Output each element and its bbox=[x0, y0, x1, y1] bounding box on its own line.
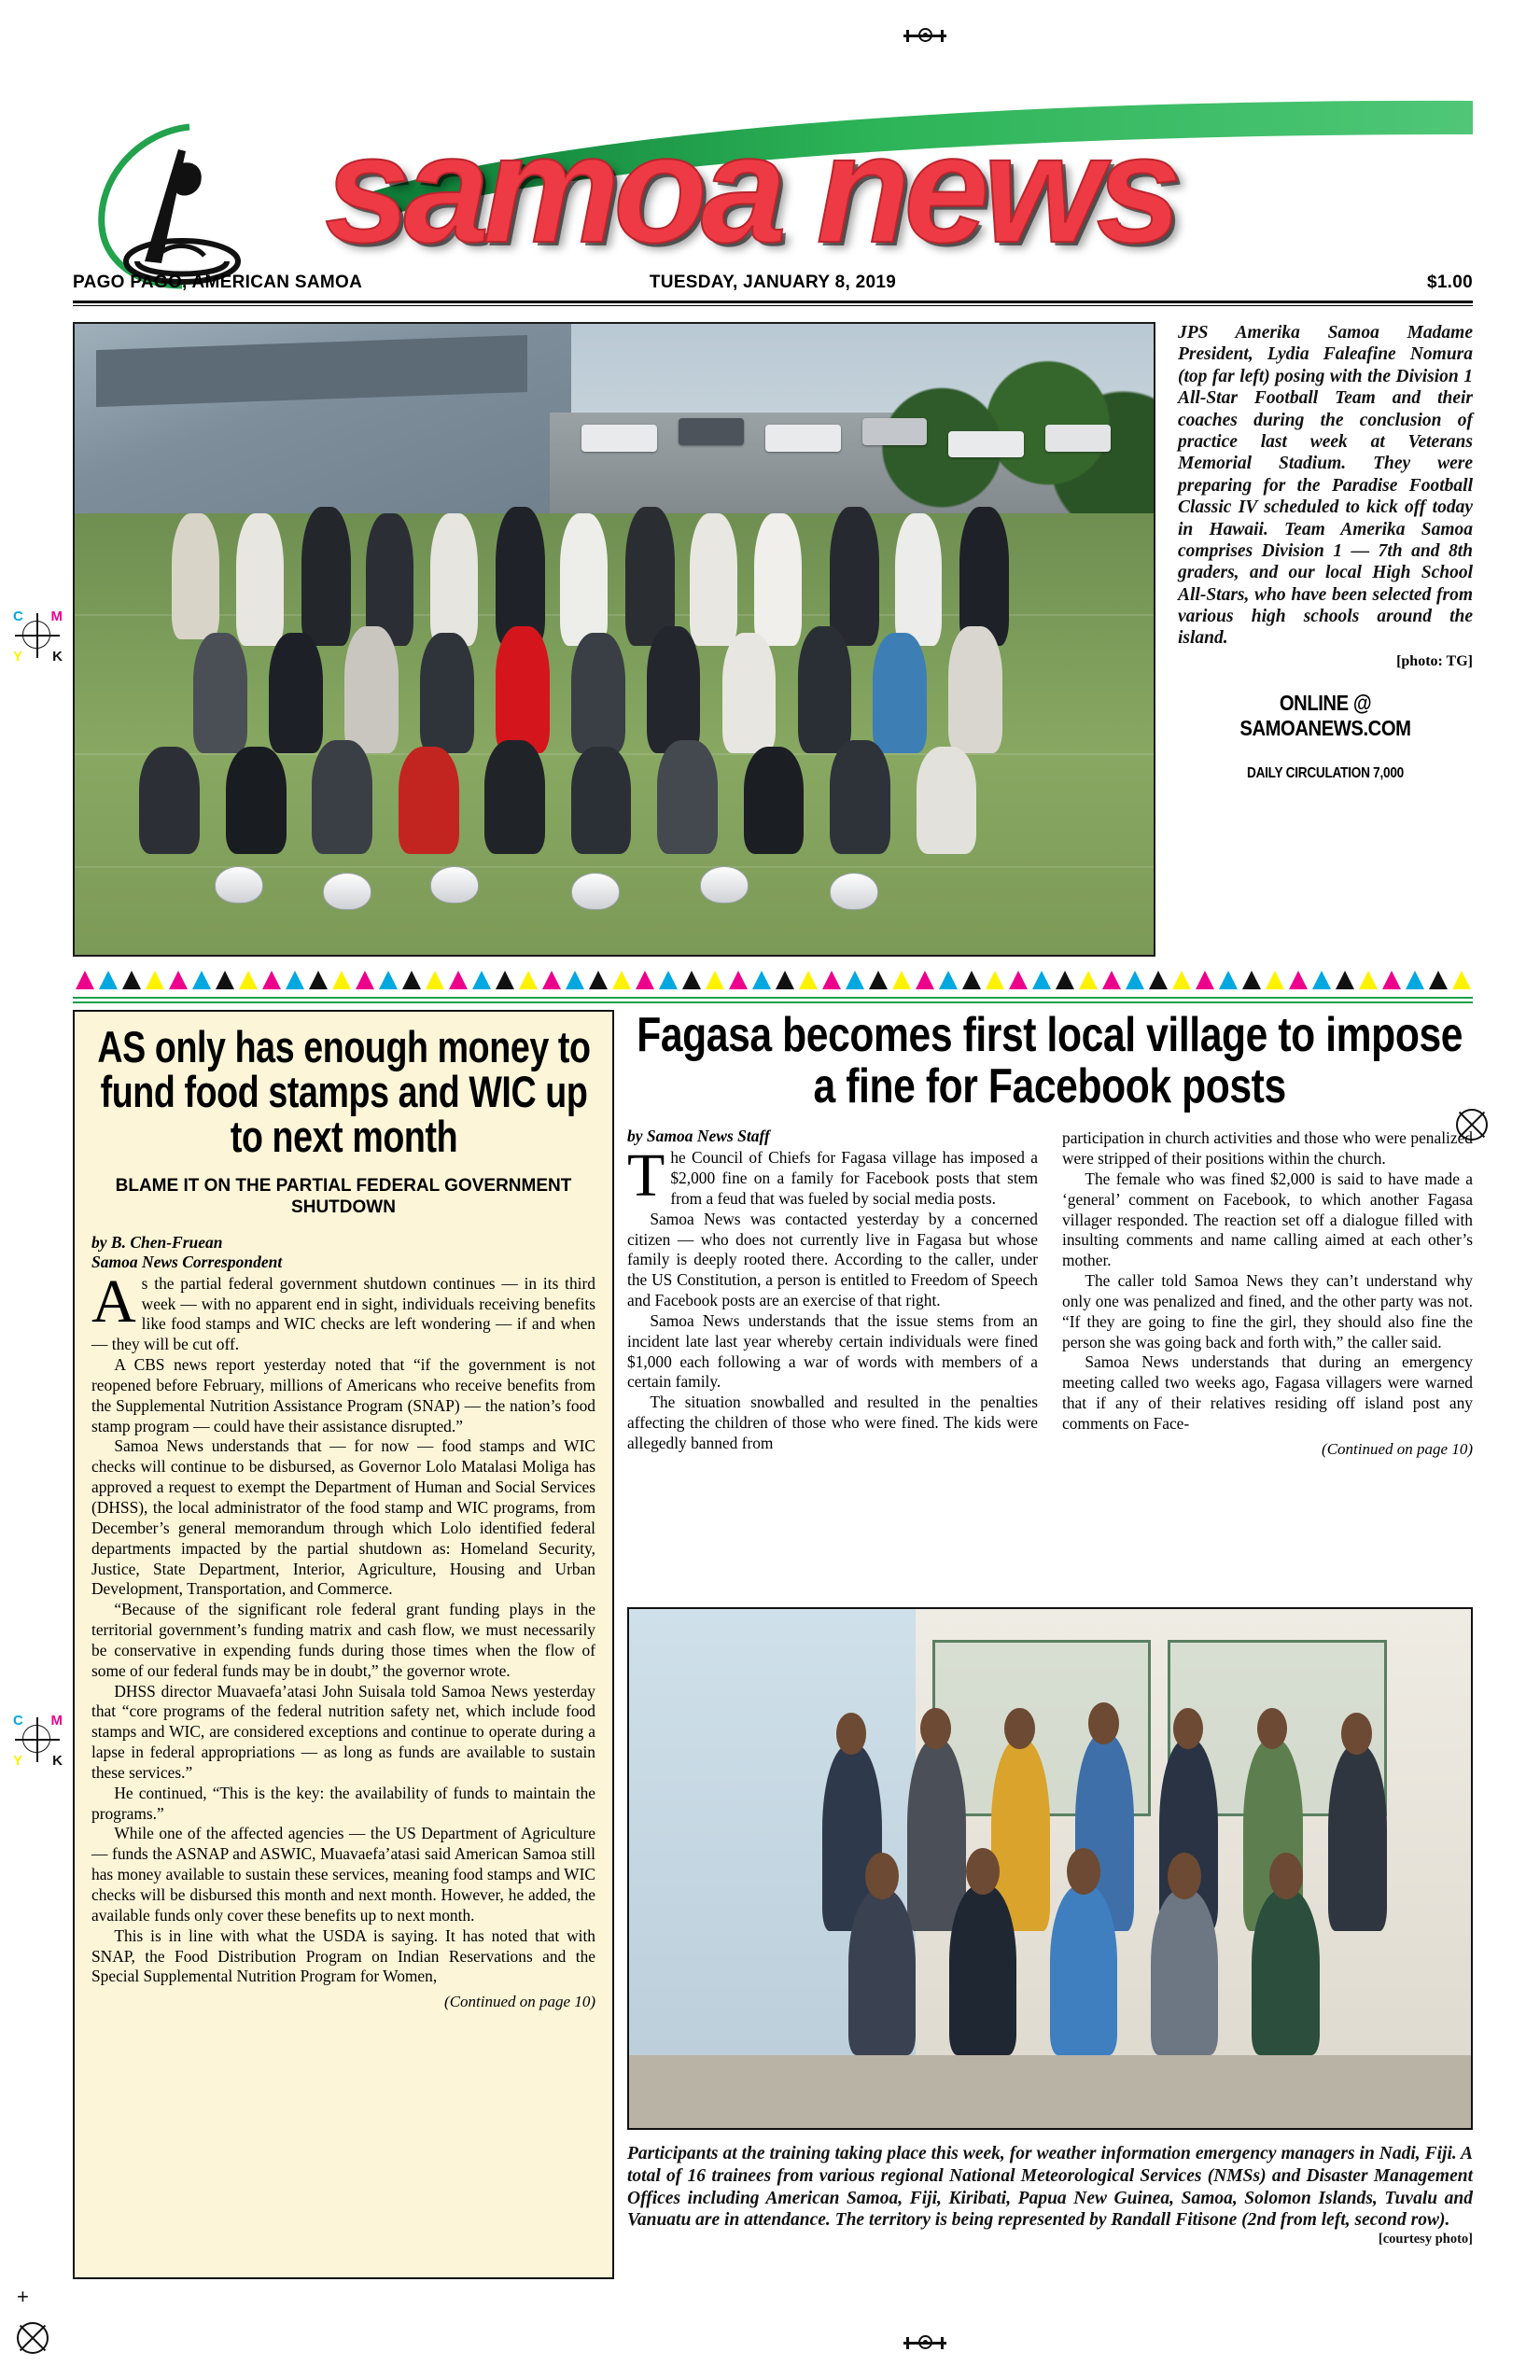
masthead bbox=[0, 56, 1540, 289]
left-story-headline: AS only has enough money to fund food stamps and WIC up to next month bbox=[96, 1022, 591, 1161]
right-story-continued: (Continued on page 10) bbox=[1322, 1439, 1473, 1458]
left-story-continued: (Continued on page 10) bbox=[444, 1993, 595, 2011]
masthead-title: samoa news bbox=[325, 103, 1176, 274]
color-bar-triangle bbox=[1006, 971, 1029, 989]
paragraph: The caller told Samoa News they can’t understand why only one was penalized and fined, and the other party was not. “If they are going to fine the girl, they should also fine the person she was going back and forth with,” the caller said. bbox=[1062, 1271, 1473, 1351]
color-bar-triangle bbox=[1309, 971, 1333, 989]
right-story bbox=[627, 1010, 1473, 1459]
reg-label-m-2: M bbox=[50, 1713, 63, 1729]
right-story-column-2 bbox=[1062, 1127, 1473, 1459]
masthead-wordmark bbox=[308, 93, 1475, 274]
online-url[interactable]: ONLINE @ SAMOANEWS.COM bbox=[1239, 690, 1411, 740]
right-story-headline: Fagasa becomes first local village to impose a fine for Facebook posts bbox=[637, 1008, 1463, 1113]
drop-cap: T bbox=[627, 1141, 665, 1211]
color-bar-triangle bbox=[1449, 971, 1473, 989]
color-bar-triangle bbox=[1169, 971, 1193, 989]
color-bar-triangle bbox=[889, 971, 913, 989]
color-bar-triangle bbox=[283, 971, 306, 989]
color-bar-triangle bbox=[376, 971, 399, 989]
reg-label-k-2: K bbox=[52, 1753, 63, 1769]
paragraph: A CBS news report yesterday noted that “if the government is not reopened before February, millions of Americans who receive benefits from the Supplemental Nutrition Assistance Program (SNAP) — the nation’s food stamp program — could have their assistance disrupted.” bbox=[91, 1355, 595, 1435]
left-story-byline-author: by B. Chen-Fruean bbox=[91, 1233, 223, 1253]
color-bar-triangle bbox=[819, 971, 843, 989]
color-bar-triangle bbox=[1216, 971, 1239, 989]
reg-label-c-2: C bbox=[13, 1713, 23, 1729]
registration-crossmark-bottom bbox=[903, 2333, 946, 2354]
color-bar-triangle bbox=[1356, 971, 1379, 989]
color-bar-triangle bbox=[1403, 971, 1426, 989]
color-bar-triangle bbox=[446, 971, 469, 989]
color-bar-triangle bbox=[796, 971, 819, 989]
color-bar-triangle bbox=[959, 971, 983, 989]
middle-photo-caption-text: Participants at the training taking place this week, for weather information emergency managers in Nadi, Fiji. A total of 16 trainees from various regional National Meteorological Services (NMSs) and Disaster Management Offices including American Samoa, Fiji, Kiribati, Papua New Guinea, Samoa, Solomon Islands, Tuvalu and Vanuatu are in attendance. The territory is being represented by Randall Fitisone (2nd from left, second row). bbox=[627, 2144, 1473, 2231]
color-bar-triangle bbox=[1029, 971, 1053, 989]
registration-crossmark-top bbox=[903, 26, 946, 47]
middle-photo-caption bbox=[627, 2143, 1473, 2248]
dateline-price: $1.00 bbox=[1426, 273, 1473, 292]
color-bar-triangle bbox=[306, 971, 329, 989]
masthead-rule bbox=[73, 301, 1473, 306]
daily-circulation-label: DAILY CIRCULATION 7,000 bbox=[1246, 764, 1404, 781]
top-photo-credit: [photo: TG] bbox=[1396, 652, 1473, 669]
samoa-news-logo-icon bbox=[89, 121, 289, 289]
middle-photo-training-group bbox=[627, 1607, 1473, 2130]
paragraph: Samoa News understands that the issue stems from an incident late last year whereby certain individuals were fined $1,000 each following a war of words with members of a certain family. bbox=[627, 1310, 1038, 1392]
left-story-subhead: BLAME IT ON THE PARTIAL FEDERAL GOVERNMENT SHUTDOWN bbox=[115, 1175, 572, 1217]
paragraph: Samoa News understands that during an emergency meeting called two weeks ago, Fagasa villagers were warned that if any of their relatives residing off island post any comments on Face- bbox=[1062, 1352, 1473, 1433]
color-bar-triangle bbox=[236, 971, 259, 989]
color-bar-triangle bbox=[586, 971, 609, 989]
paragraph: Samoa News understands that — for now — food stamps and WIC checks will continue to be disbursed, as Governor Lolo Matalasi Moliga has approved a request to exempt the Department of Human and Social Services (DHSS), the local administrator of the food stamp and WIC programs, from December’s general memorandum through which Lolo identified federal departments impacted by the partial shutdown as: Homeland Security, Justice, State Department, Interior, Agriculture, Housing and Urban Development, Transportation, and Commerce. bbox=[91, 1436, 595, 1599]
cmyk-registration-mark-upper bbox=[13, 609, 63, 665]
paragraph: Samoa News was contacted yesterday by a concerned citizen — who does not currently live in Fagasa but whose family is deeply rooted there. According to the caller, under the US Constitution, a person is entitled to Freedom of Speech and Facebook posts are an exercise of that right. bbox=[627, 1209, 1038, 1310]
dateline-place: PAGO PAGO, AMERICAN SAMOA bbox=[73, 273, 363, 292]
right-story-byline: by Samoa News Staff bbox=[627, 1127, 770, 1146]
corner-plus-mark: + bbox=[17, 2285, 29, 2308]
color-bar-triangle bbox=[1239, 971, 1263, 989]
color-bar-triangle bbox=[1053, 971, 1076, 989]
paragraph: As the partial federal government shutdown continues — in its third week — with no apparent end in sight, individuals receiving benefits like food stamps and WIC checks are left wondering — if and when — they will be cut off. bbox=[91, 1267, 595, 1354]
paragraph: DHSS director Muavaefa’atasi John Suisala told Samoa News yesterday that “core programs of the federal nutrition safety net, which include food stamps and WIC, are considered exceptions and continue to operate during a lapse in federal appropriations — as long as funds are available to sustain these services.” bbox=[91, 1681, 595, 1782]
color-bar-triangle bbox=[913, 971, 936, 989]
reg-label-c: C bbox=[13, 609, 23, 624]
middle-photo-credit: [courtesy photo] bbox=[1378, 2232, 1473, 2247]
green-divider-rules bbox=[73, 997, 1473, 1006]
color-bar-triangle bbox=[1146, 971, 1169, 989]
color-bar-triangle bbox=[726, 971, 749, 989]
paragraph: The Council of Chiefs for Fagasa village has imposed a $2,000 fine on a family for Facebook posts that stem from a feud that was fueled by social media posts. bbox=[627, 1141, 1038, 1211]
paragraph: The female who was fined $2,000 is said to have made a ‘general’ comment on Facebook, to which another Fagasa villager responded. The reaction set off a dialogue filled with insulting comments and name calling aimed at each other’s mother. bbox=[1062, 1169, 1473, 1270]
left-story-byline-title: Samoa News Correspondent bbox=[91, 1253, 283, 1272]
paragraph: participation in church activities and those who were penalized were stripped of their positions within the church. bbox=[1062, 1128, 1473, 1169]
color-bar-triangle bbox=[213, 971, 236, 989]
color-bar-triangle bbox=[633, 971, 656, 989]
paragraph: He continued, “This is the key: the availability of funds to maintain the programs.” bbox=[91, 1783, 595, 1823]
paragraph: This is in line with what the USDA is saying. It has noted that with SNAP, the Food Distribution Program on Indian Reservations and the Special Supplemental Nutrition Program for Women, bbox=[91, 1925, 595, 1986]
left-story-box bbox=[73, 1010, 614, 2279]
color-bar-triangle bbox=[679, 971, 703, 989]
reg-label-m: M bbox=[50, 609, 63, 624]
color-bar-triangle bbox=[119, 971, 143, 989]
color-bar-triangle bbox=[1193, 971, 1216, 989]
color-bar-triangle bbox=[73, 971, 96, 989]
color-bar-triangle bbox=[563, 971, 586, 989]
color-bar-triangle bbox=[1263, 971, 1286, 989]
color-bar-triangle bbox=[749, 971, 773, 989]
color-bar-triangle bbox=[703, 971, 726, 989]
color-bar-triangle bbox=[353, 971, 376, 989]
color-bar-triangle bbox=[493, 971, 516, 989]
color-bar-triangle bbox=[936, 971, 959, 989]
color-bar-triangle bbox=[609, 971, 633, 989]
color-bar-triangle bbox=[773, 971, 796, 989]
drop-cap: A bbox=[91, 1267, 136, 1336]
right-story-columns bbox=[627, 1127, 1473, 1459]
left-story-body bbox=[91, 1267, 595, 1988]
dateline-date: TUESDAY, JANUARY 8, 2019 bbox=[649, 273, 897, 292]
color-bar-triangle bbox=[96, 971, 119, 989]
circle-slash-mark-bottom-left bbox=[17, 2322, 49, 2354]
cmyk-color-bar bbox=[73, 971, 1473, 991]
color-bar-triangle bbox=[399, 971, 423, 989]
color-bar-triangle bbox=[189, 971, 213, 989]
color-bar-triangle bbox=[516, 971, 539, 989]
color-bar-triangle bbox=[1076, 971, 1099, 989]
top-photo-caption-column bbox=[1178, 322, 1473, 782]
color-bar-triangle bbox=[866, 971, 889, 989]
color-bar-triangle bbox=[469, 971, 493, 989]
color-bar-triangle bbox=[1123, 971, 1146, 989]
color-bar-triangle bbox=[539, 971, 563, 989]
top-photo-football-team bbox=[73, 322, 1155, 957]
color-bar-triangle bbox=[329, 971, 353, 989]
paragraph: The situation snowballed and resulted in the penalties affecting the children of those who were fined. The kids were allegedly banned from bbox=[627, 1393, 1038, 1452]
paragraph: “Because of the significant role federal grant funding plays in the territorial government’s funding matrix and cash flow, we must necessarily be conservative in expending funds during those times when the flow of some of our federal funds may be in doubt,” the governor wrote. bbox=[91, 1600, 595, 1680]
color-bar-triangle bbox=[143, 971, 166, 989]
color-bar-triangle bbox=[1426, 971, 1449, 989]
color-bar-triangle bbox=[983, 971, 1006, 989]
right-story-column-1 bbox=[627, 1127, 1038, 1454]
cmyk-registration-mark-lower bbox=[13, 1713, 63, 1769]
left-story-byline bbox=[91, 1233, 595, 1271]
color-bar-triangle bbox=[259, 971, 283, 989]
color-bar-triangle bbox=[843, 971, 866, 989]
color-bar-triangle bbox=[1379, 971, 1403, 989]
color-bar-triangle bbox=[423, 971, 446, 989]
color-bar-triangle bbox=[166, 971, 189, 989]
reg-label-y: Y bbox=[13, 649, 23, 665]
color-bar-triangle bbox=[656, 971, 679, 989]
color-bar-triangle bbox=[1286, 971, 1309, 989]
paragraph: While one of the affected agencies — the US Department of Agriculture — funds the ASNAP and ASWIC, Muavaefa’atasi said American Samoa still has money available to sustain these services, meaning food stamps and WIC checks will be disbursed this month and next month. However, he added, the available funds only cover these benefits up to next month. bbox=[91, 1824, 595, 1925]
reg-label-y-2: Y bbox=[13, 1753, 23, 1769]
color-bar-triangle bbox=[1333, 971, 1356, 989]
reg-label-k: K bbox=[52, 649, 63, 665]
top-photo-caption: JPS Amerika Samoa Madame President, Lydia Faleafine Nomura (top far left) posing with the Division 1 All-Star Football Team and their coaches during the conclusion of practice last week at Veterans Memorial Stadium. They were preparing for the Paradise Football Classic IV scheduled to kick off today in Hawaii. Team Amerika Samoa comprises Division 1 — 7th and 8th graders, and our local High School All-Stars, who have been selected from various high schools around the island. bbox=[1178, 323, 1473, 649]
color-bar-triangle bbox=[1099, 971, 1123, 989]
dateline-bar bbox=[73, 273, 1473, 293]
